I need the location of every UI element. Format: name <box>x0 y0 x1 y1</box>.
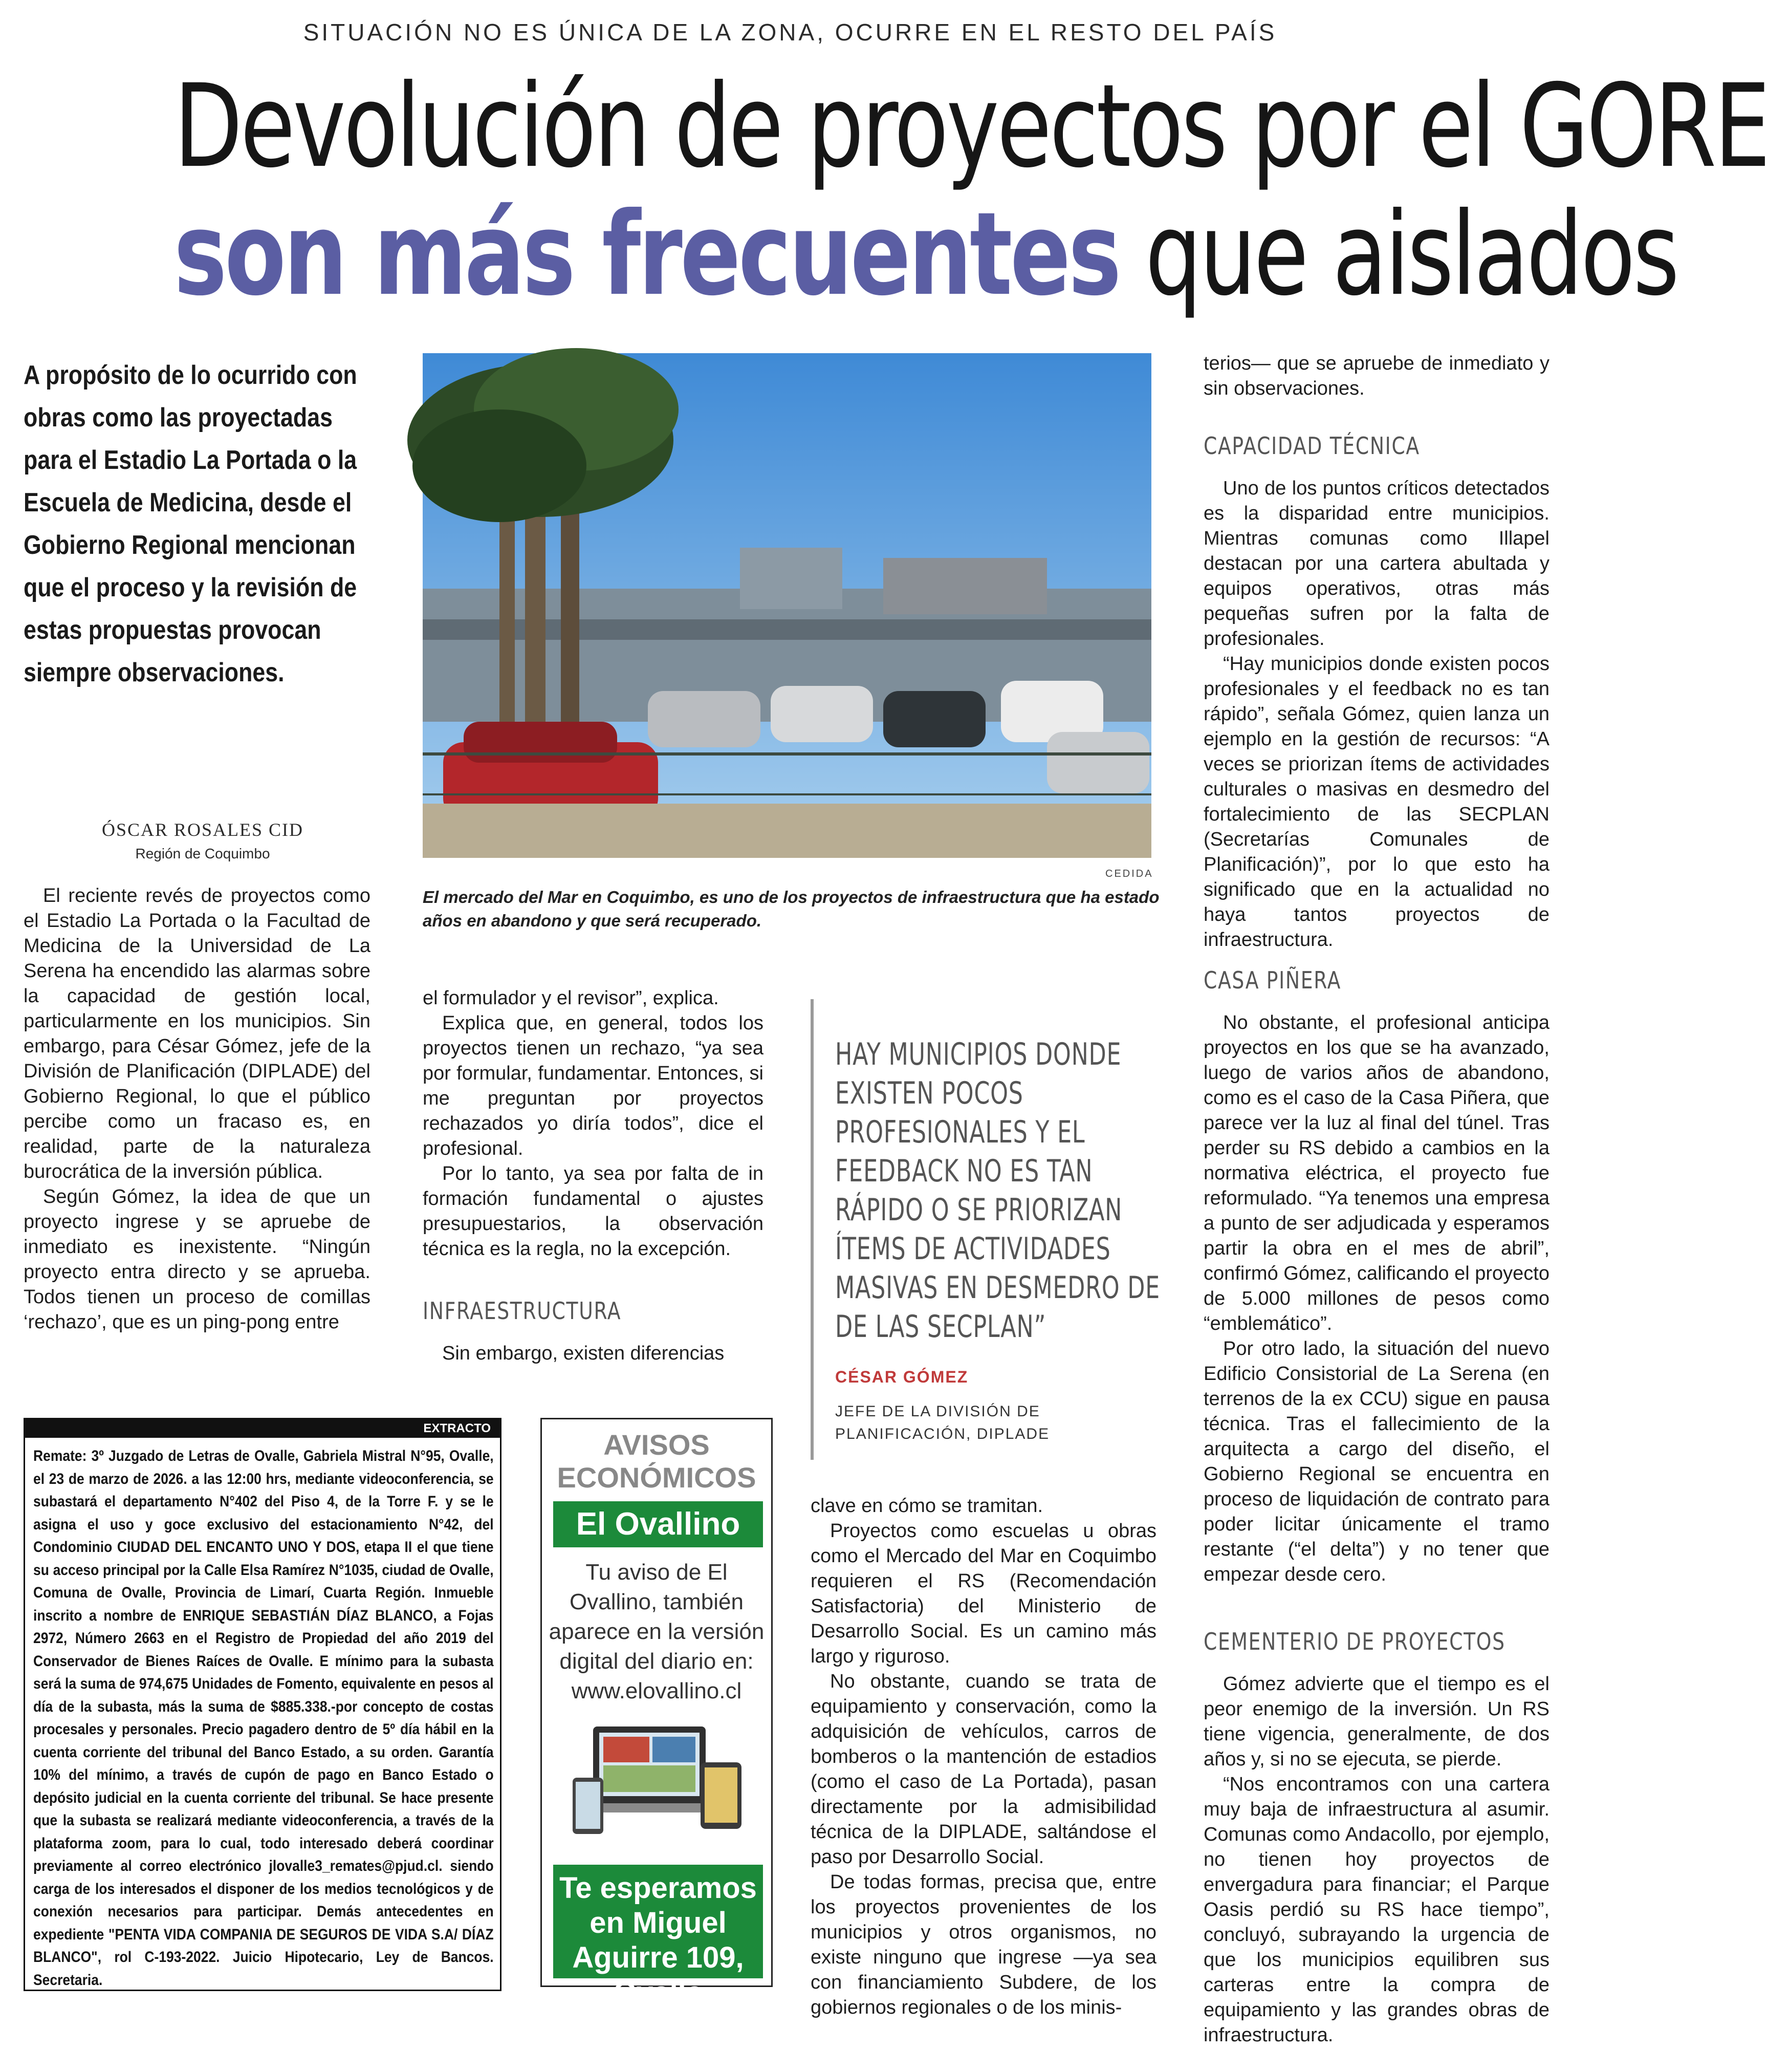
classified-ad-box <box>540 1418 773 2009</box>
article-column-4 <box>1204 351 1549 401</box>
headline-line-1: Devolución de proyectos por el GORE <box>173 59 1768 193</box>
legal-notice-text: Remate: 3º Juzgado de Letras de Ovalle, Gabriela Mistral N°95, Ovalle, el 23 de marzo de 2026. a las 12:00 hrs, mediante videoconferencia, se subastará el departamento N°402 del Piso 4, de la Torre F. y se le asigna el uso y goce exclusivo del estacionamiento N°42, del Condominio CIUDAD DEL ENCANTO UNO Y DOS, etapa II el que tiene su acceso principal por la Calle Elsa Ramírez N°1035, ciudad de Ovalle, Comuna de Ovalle, Provincia de Limarí, Cuarta Región. Inmueble inscrito a nombre de ENRIQUE SEBASTIÁN DÍAZ BLANCO, a Fojas 2972, Número 2663 en el Registro de Propiedad del año 2019 del Conservador de Bienes Raíces de Ovalle. E mínimo para la subasta será la suma de 974,675 Unidades de Fomento, equivalente en pesos al día de la subasta, más la suma de $885.338.-por concepto de costas procesales y personales. Precio pagadero dentro de 5º día hábil en la cuenta corriente del tribunal del Banco Estado, a su orden. Garantía 10% del mínimo, a través de cupón de pago en Banco Estado o depósito judicial en la cuenta corriente del tribunal. Se hace presente que la subasta se realizará mediante videoconferencia, a través de la plataforma zoom, para lo cual, todo interesado deberá coordinar previamente al correo electrónico jlovalle3_remates@pjud.cl. siendo carga de los interesados el disponer de los medios tecnológicos y de conexión necesarios para participar. Demás antecedentes en expediente "PENTA VIDA COMPANIA DE SEGUROS DE VIDA S.A/ DÍAZ BLANCO", rol C-193-2022. Juicio Hipotecario, Ley de Bancos. Secretaria. <box>33 1448 494 1989</box>
col2-paragraph-2: Explica que, en general, todos los proyectos tienen un rechazo, “ya sea por formular, fundamentar. Entonces, si me preguntan por proyectos rechazados yo diría todos”, dice el profesional. <box>423 1012 763 1159</box>
col4-paragraph-1: Uno de los puntos críticos detectados es la disparidad entre municipios. Mientras comunas como Illapel destacan por una cartera abultada y equipos operativos, otras más pequeñas sufren por la falta de profesionales. <box>1204 478 1549 650</box>
col2-paragraph-4: Sin embargo, existen diferencias <box>442 1343 725 1364</box>
col3-paragraph-2: Proyectos como escuelas u obras como el Mercado del Mar en Coquimbo requieren el RS (Recomendación Satisfactoria) del Ministerio de Desarrollo Social. Es un camino más largo y riguroso. <box>811 1520 1156 1667</box>
section-capacidad-tecnica: CAPACIDAD TÉCNICA <box>1204 432 1420 460</box>
headline-line-2 <box>173 187 1677 321</box>
article-column-4-block-2 <box>1204 1010 1549 1587</box>
col1-paragraph-2: Según Gómez, la idea de que un proyecto ingrese y se apruebe de inmediato es inexistente. “Ningún proyecto entra directo y se aprueba. Todos tienen un proceso de comillas ‘rechazo’, que es un ping-pong entre <box>24 1186 370 1333</box>
kicker: SITUACIÓN NO ES ÚNICA DE LA ZONA, OCURRE EN EL RESTO DEL PAÍS <box>303 19 1277 46</box>
col1-paragraph-1: El reciente revés de proyectos como el Estadio La Portada o la Facultad de Medicina de la Universidad de La Serena ha encendido las alarmas sobre la capacidad de gestión local, particularmente en los municipios. Sin embargo, para César Gómez, jefe de la División de Planificación (DIPLADE) del Gobierno Regional, lo que el público percibe como un fracaso es, en realidad, parte de la naturaleza burocrática de la inversión pública. <box>24 885 370 1182</box>
pullquote-role: JEFE DE LA DIVISIÓN DE PLANIFICACIÓN, DIPLADE <box>835 1403 1050 1442</box>
col3-paragraph-4: De todas formas, precisa que, entre los proyectos provenientes de los municipios y otros organismos, no existe ninguno que ingrese —ya sea con financiamiento Subdere, de los gobiernos regionales o de los minis- <box>811 1871 1156 2018</box>
classified-ad-text <box>542 1558 771 1706</box>
byline-region: Región de Coquimbo <box>135 846 270 861</box>
legal-notice-box <box>24 1418 501 1991</box>
section-casa-pinera: CASA PIÑERA <box>1204 966 1342 994</box>
headline-rest: que aislados <box>1119 187 1677 321</box>
article-photo <box>423 353 1151 858</box>
lead-paragraph: A propósito de lo ocurrido con obras como las proyectadas para el Estadio La Portada o la Escuela de Medicina, desde el Gobierno Regional mencionan que el proceso y la revisión de estas propuestas provocan siempre observaciones. <box>24 360 357 687</box>
col4-paragraph-0: terios— que se apruebe de inmediato y sin observaciones. <box>1204 353 1549 399</box>
classified-ad-brand: El Ovallino <box>553 1501 763 1547</box>
article-column-2 <box>423 986 763 1262</box>
pullquote: HAY MUNICIPIOS DONDE EXISTEN POCOS PROFESIONALES Y EL FEEDBACK NO ES TAN RÁPIDO O SE PRIORIZAN ÍTEMS DE ACTIVIDADES MASIVAS EN DESMEDRO DE DE LAS SECPLAN” <box>835 1037 1160 1345</box>
devices-icon <box>573 1716 747 1849</box>
pullquote-rule <box>811 999 814 1460</box>
classified-ad-cta: Te esperamos en Miguel Aguirre 109, Ovalle <box>553 1865 763 1978</box>
article-column-2-end <box>423 1341 763 1366</box>
col2-paragraph-3: Por lo tanto, ya sea por falta de in formación fundamental o ajustes presupuestarios, la observación técnica es la regla, no la excepción. <box>423 1163 763 1260</box>
col4-paragraph-2: “Hay municipios donde existen pocos profesionales y el feedback no es tan rápido”, señala Gómez, quien lanza un ejemplo en la gestión de recursos: “A veces se priorizan ítems de actividades culturales o masivas en desmedro del fortalecimiento de las SECPLAN (Secretarías Comunales de Planificación)”, por lo que esto ha significado que en la actualidad no haya tantos proyectos de infraestructura. <box>1204 653 1549 951</box>
col3-paragraph-3: No obstante, cuando se trata de equipamiento y conservación, como la adquisición de vehículos, carros de bomberos o la mantención de estadios (como el caso de La Portada), pasan directamente por la admisibilidad técnica de la DIPLADE, saltándose el paso por Desarrollo Social. <box>811 1671 1156 1868</box>
pullquote-author: CÉSAR GÓMEZ <box>835 1368 969 1386</box>
headline-accent: son más frecuentes <box>173 187 1120 321</box>
col2-paragraph-1: el formulador y el revisor”, explica. <box>423 987 719 1009</box>
classified-ad-url[interactable]: www.elovallino.cl <box>571 1678 742 1703</box>
article-column-3 <box>811 1494 1156 2020</box>
section-infraestructura: INFRAESTRUCTURA <box>423 1297 622 1325</box>
section-cementerio-de-proyectos: CEMENTERIO DE PROYECTOS <box>1204 1628 1505 1655</box>
col4-paragraph-3: No obstante, el profesional anticipa proyectos en los que se ha avanzado, luego de varios años de abandono, como es el caso de la Casa Piñera, que parece ver la luz al final del túnel. Tras perder su RS debido a cambios en la normativa eléctrica, el proyecto fue reformulado. “Ya tenemos una empresa a punto de ser adjudicada y esperamos partir la obra en el mes de abril”, confirmó Gómez, calificando el proyecto de 5.000 millones de pesos como “emblemático”. <box>1204 1012 1549 1334</box>
photo-credit: CEDIDA <box>1105 868 1153 879</box>
market-parking-illustration <box>423 353 1151 858</box>
article-column-4-block-1 <box>1204 476 1549 953</box>
photo-caption: El mercado del Mar en Coquimbo, es uno de los proyectos de infraestructura que ha estado años en abandono y que será recuperado. <box>423 888 1160 930</box>
article-column-1 <box>24 883 370 1335</box>
classified-ad-title: AVISOS ECONÓMICOS <box>557 1429 756 1494</box>
col3-paragraph-1: clave en cómo se tramitan. <box>811 1495 1043 1517</box>
col4-paragraph-5: Gómez advierte que el tiempo es el peor enemigo de la inversión. Un RS tiene vigencia, generalmente, de dos años y, si no se ejecuta, se pierde. <box>1204 1673 1549 1770</box>
legal-notice-label: EXTRACTO <box>25 1419 500 1438</box>
byline-author: ÓSCAR ROSALES CID <box>101 819 304 840</box>
article-column-4-block-3 <box>1204 1672 1549 2048</box>
col4-paragraph-4: Por otro lado, la situación del nuevo Edificio Consistorial de La Serena (en terrenos de la ex CCU) sigue en pausa técnica. Tras el fallecimiento de la arquitecta a cargo del diseño, el Gobierno Regional se encuentra en proceso de liquidación de contrato para poder licitar únicamente el tramo restante (“el delta”) y no tener que empezar desde cero. <box>1204 1338 1549 1585</box>
col4-paragraph-6: “Nos encontramos con una cartera muy baja de infraestructura al asumir. Comunas como Andacollo, por ejemplo, no tienen hoy proyectos de envergadura para financiar; el Parque Oasis perdió su RS hace tiempo”, concluyó, subrayando la urgencia de que los municipios equilibren sus carteras entre la compra de equipamiento y las grandes obras de infraestructura. <box>1204 1774 1549 2046</box>
classified-ad-message: Tu aviso de El Ovallino, también aparece en la versión digital del diario en: <box>549 1560 765 1674</box>
